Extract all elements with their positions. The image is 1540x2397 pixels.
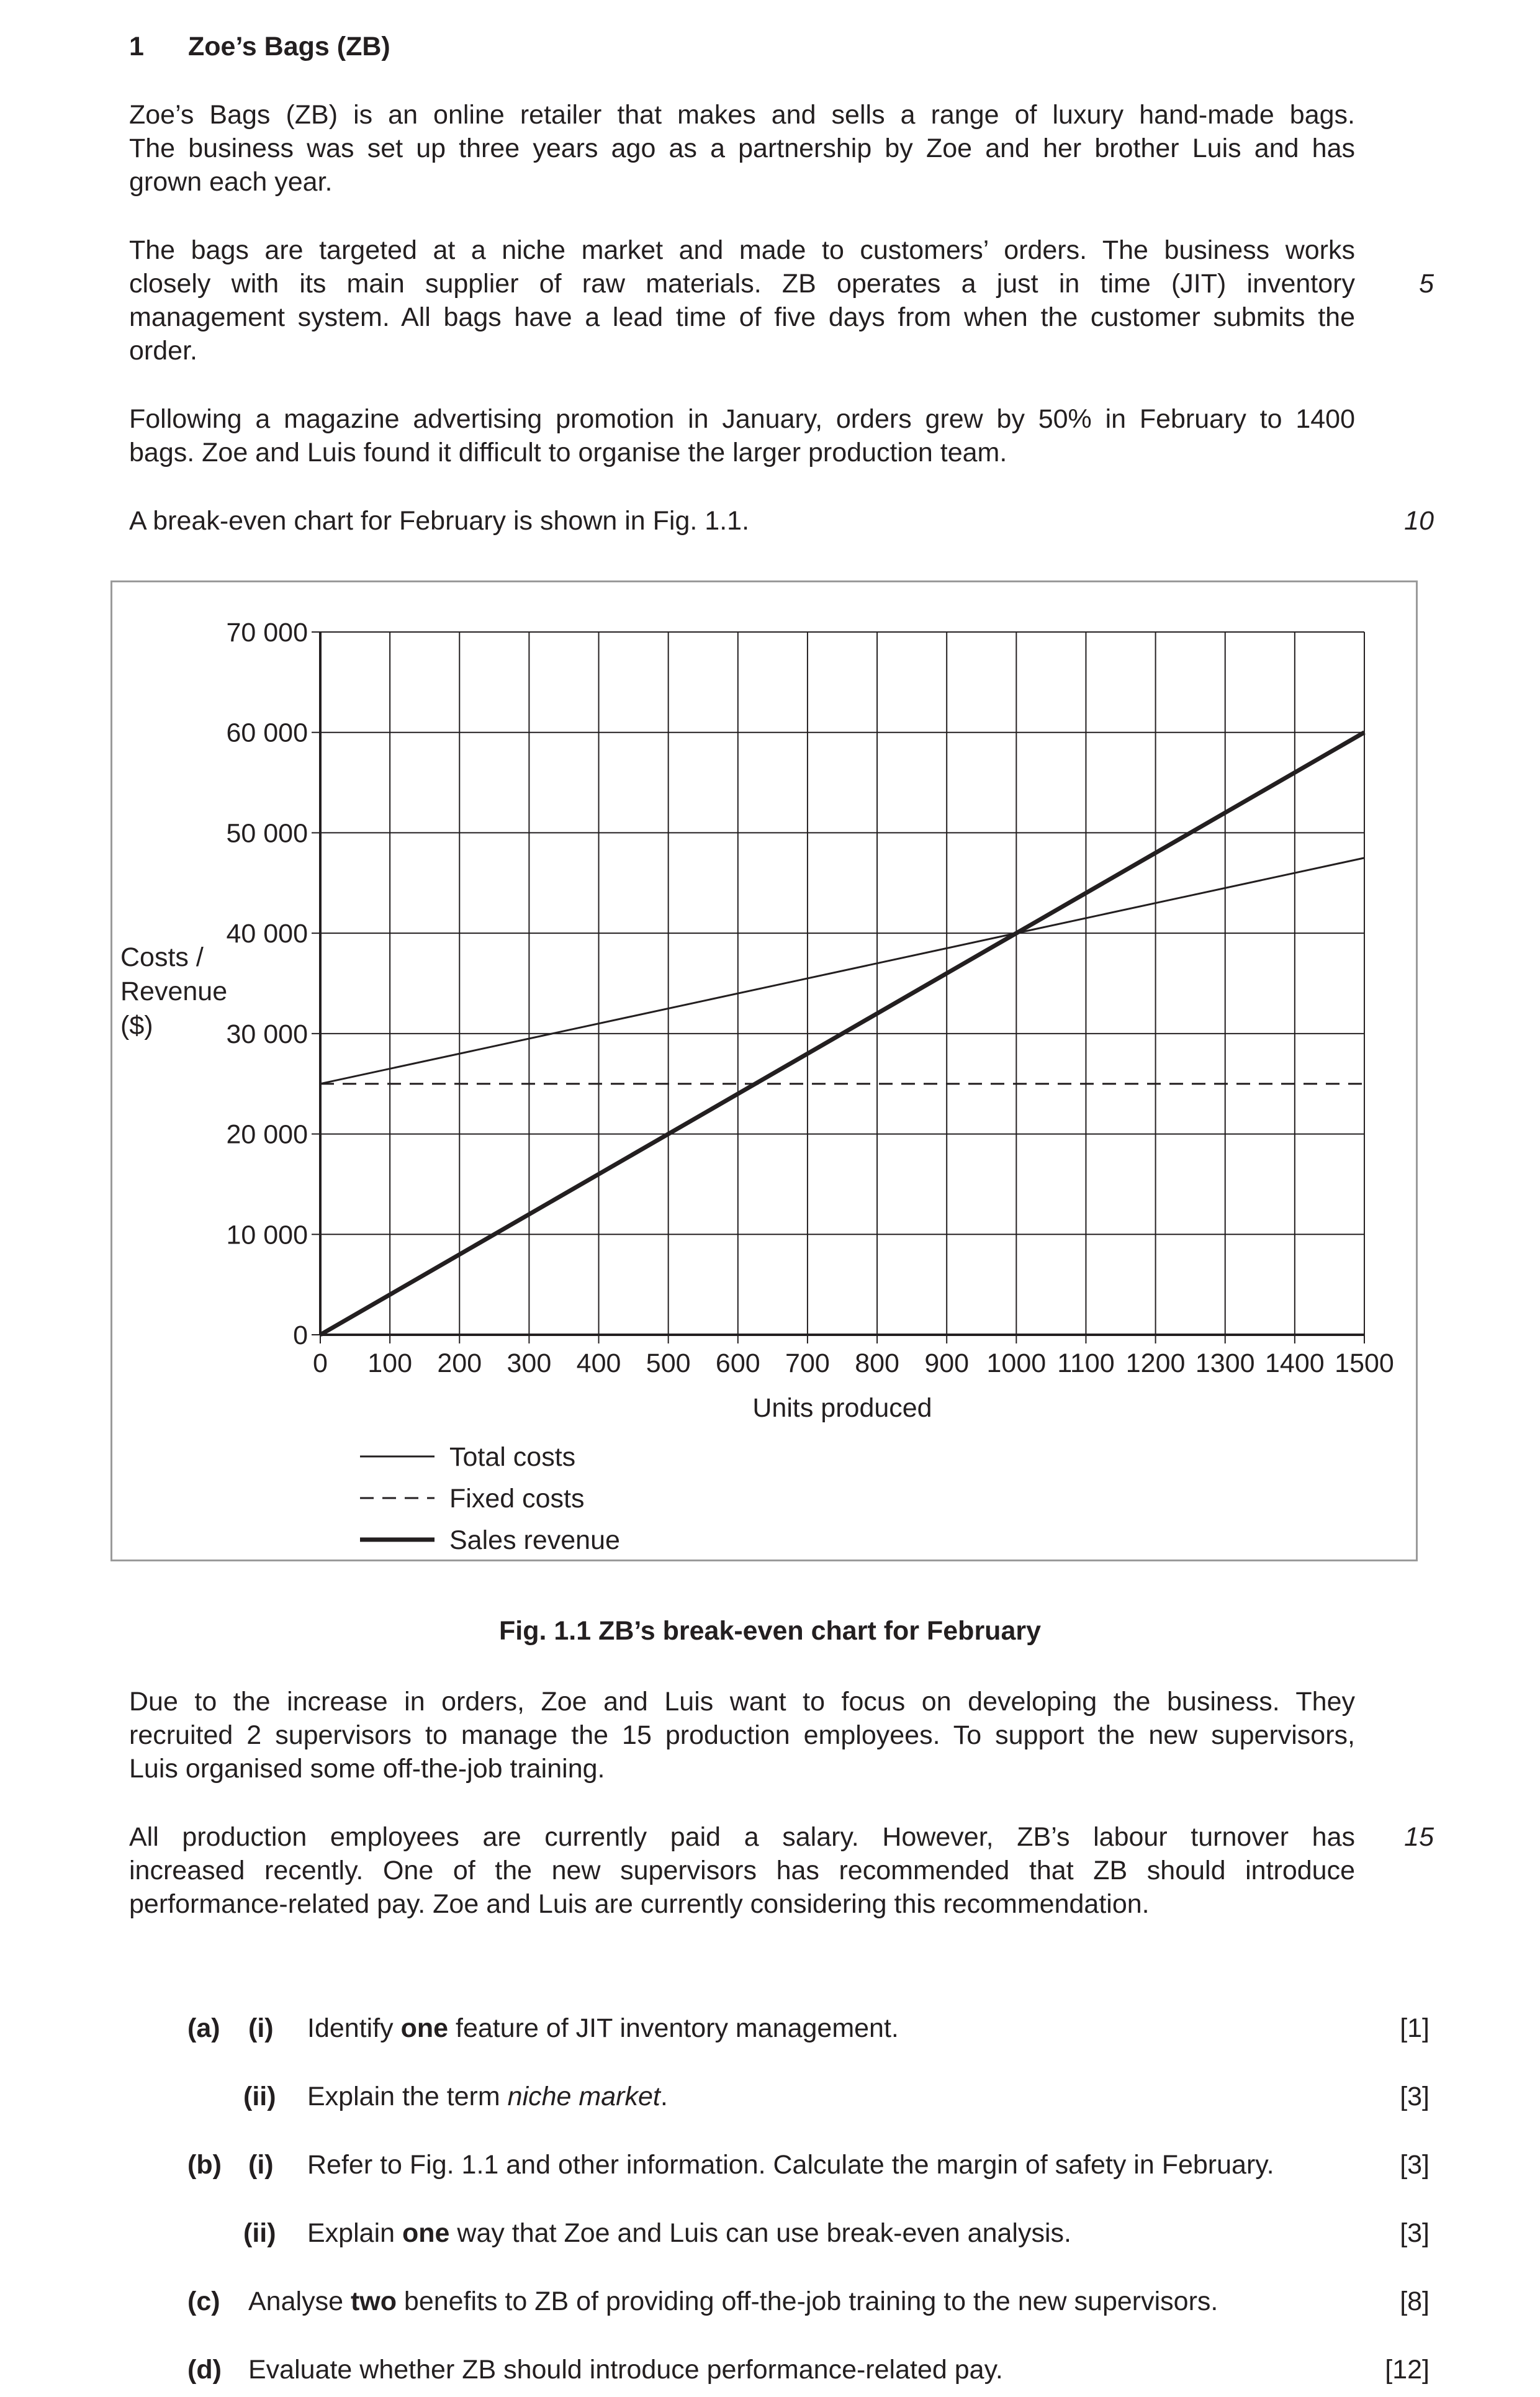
x-tick-label: 1200: [1125, 1348, 1186, 1378]
paragraph-line: bags. Zoe and Luis found it difficult to organise the larger production team.: [129, 438, 1007, 467]
question-b-ii-mark: [3]: [1400, 2218, 1430, 2248]
paragraph-6: [129, 1820, 1355, 1921]
question-a-ii-text: [307, 2080, 668, 2113]
question-b-i-label: (i): [248, 2150, 274, 2180]
emphasis: one: [400, 2013, 449, 2043]
x-tick-label: 1500: [1335, 1348, 1394, 1378]
emphasis: two: [350, 2286, 397, 2316]
paragraph-line: Due to the increase in orders, Zoe and Luis want to focus on developing the business. They: [129, 1687, 1355, 1717]
y-tick-label: 40 000: [226, 919, 308, 949]
question-b-ii-text: [307, 2216, 1071, 2250]
text-run: benefits to ZB of providing off-the-job training to the new supervisors.: [396, 2286, 1218, 2316]
question-a-i-label: (i): [248, 2013, 274, 2043]
question-d-mark: [12]: [1385, 2355, 1430, 2385]
x-tick-label: 1400: [1265, 1348, 1325, 1378]
paragraph-line: closely with its main supplier of raw materials. ZB operates a just in time (JIT) inventory: [129, 269, 1355, 299]
question-c-label: (c): [187, 2286, 220, 2316]
x-tick-label: 800: [855, 1348, 899, 1378]
text-run: way that Zoe and Luis can use break-even analysis.: [449, 2218, 1071, 2248]
y-tick-label: 70 000: [226, 618, 308, 648]
text-run: Explain: [307, 2218, 402, 2248]
x-tick-label: 0: [313, 1348, 328, 1378]
text-run: Explain the term: [307, 2082, 508, 2111]
question-a-label: (a): [187, 2013, 220, 2043]
x-axis-label: Units produced: [752, 1393, 932, 1423]
line-number: 15: [1404, 1822, 1434, 1852]
question-b-ii-label: (ii): [243, 2218, 276, 2248]
paragraph-line: grown each year.: [129, 167, 333, 197]
question-a-i-mark: [1]: [1400, 2013, 1430, 2043]
paragraph-line: The business was set up three years ago as a partnership by Zoe and her brother Luis and has: [129, 133, 1355, 163]
line-number: 5: [1419, 269, 1434, 299]
y-axis-label-line: Costs /: [120, 942, 204, 972]
question-b-i-text: Refer to Fig. 1.1 and other information. Calculate the margin of safety in February.: [307, 2150, 1274, 2180]
y-tick-label: 10 000: [226, 1220, 308, 1250]
text-run: feature of JIT inventory management.: [448, 2013, 899, 2043]
y-axis-label-line: Revenue: [120, 977, 228, 1006]
text-run: .: [660, 2082, 668, 2111]
question-d-label: (d): [187, 2355, 222, 2385]
case-title: Zoe’s Bags (ZB): [188, 32, 390, 61]
y-tick-label: 20 000: [226, 1119, 308, 1150]
paragraph-5: [129, 1685, 1355, 1785]
question-a-ii-mark: [3]: [1400, 2082, 1430, 2111]
chart-axes: [320, 632, 1364, 1335]
question-number: 1: [129, 32, 144, 61]
x-tick-label: 900: [924, 1348, 970, 1378]
x-tick-label: 100: [367, 1348, 413, 1378]
x-tick-label: 700: [785, 1348, 830, 1378]
emphasis: one: [402, 2218, 450, 2248]
paragraph-line: Luis organised some off-the-job training.: [129, 1754, 605, 1784]
paragraph-line: recruited 2 supervisors to manage the 15 production employees. To support the new supervisors,: [129, 1720, 1355, 1750]
question-d-text: Evaluate whether ZB should introduce performance-related pay.: [248, 2355, 1003, 2385]
x-tick-label: 500: [646, 1348, 691, 1378]
emphasis: niche market: [507, 2082, 660, 2111]
chart-legend: [360, 1442, 620, 1555]
series-line-total-costs: [320, 858, 1364, 1084]
legend-label: Fixed costs: [449, 1484, 585, 1514]
question-a-i-text: [307, 2011, 899, 2045]
question-c-text: [248, 2285, 1218, 2318]
figure-caption: Fig. 1.1 ZB’s break-even chart for February: [498, 1616, 1042, 1646]
y-tick-label: 0: [293, 1320, 308, 1350]
y-axis-label-line: ($): [120, 1011, 153, 1041]
x-tick-label: 1100: [1057, 1348, 1115, 1378]
paragraph-line: performance-related pay. Zoe and Luis are currently considering this recommendation.: [129, 1889, 1150, 1919]
y-tick-label: 60 000: [226, 718, 308, 748]
paragraph-line: Zoe’s Bags (ZB) is an online retailer that makes and sells a range of luxury hand-made bags.: [129, 100, 1355, 130]
text-run: Identify: [307, 2013, 401, 2043]
question-c-mark: [8]: [1400, 2286, 1430, 2316]
x-tick-label: 200: [437, 1348, 482, 1378]
paragraph-line: increased recently. One of the new supervisors has recommended that ZB should introduce: [129, 1856, 1355, 1885]
paragraph-line: management system. All bags have a lead time of five days from when the customer submits the: [129, 302, 1355, 332]
paragraph-line: Following a magazine advertising promotion in January, orders grew by 50% in February to 1400: [129, 404, 1355, 434]
paragraph-line: A break-even chart for February is shown in Fig. 1.1.: [129, 506, 750, 536]
text-run: Analyse: [248, 2286, 351, 2316]
question-b-label: (b): [187, 2150, 222, 2180]
paragraph-line: order.: [129, 336, 197, 366]
legend-label: Sales revenue: [449, 1525, 620, 1555]
x-tick-label: 1300: [1195, 1348, 1255, 1378]
paragraph-line: The bags are targeted at a niche market and made to customers’ orders. The business works: [129, 235, 1355, 265]
line-number: 10: [1404, 506, 1434, 536]
x-tick-label: 400: [576, 1348, 621, 1378]
y-tick-label: 50 000: [226, 818, 308, 849]
y-tick-label: 30 000: [226, 1019, 308, 1049]
chart-grid: [320, 632, 1364, 1335]
x-tick-label: 1000: [986, 1348, 1047, 1378]
question-b-i-mark: [3]: [1400, 2150, 1430, 2180]
x-tick-label: 600: [715, 1348, 760, 1378]
legend-label: Total costs: [449, 1442, 576, 1472]
question-a-ii-label: (ii): [243, 2082, 276, 2111]
paragraph-line: All production employees are currently paid a salary. However, ZB’s labour turnover has: [129, 1822, 1355, 1852]
x-tick-label: 300: [507, 1348, 552, 1378]
